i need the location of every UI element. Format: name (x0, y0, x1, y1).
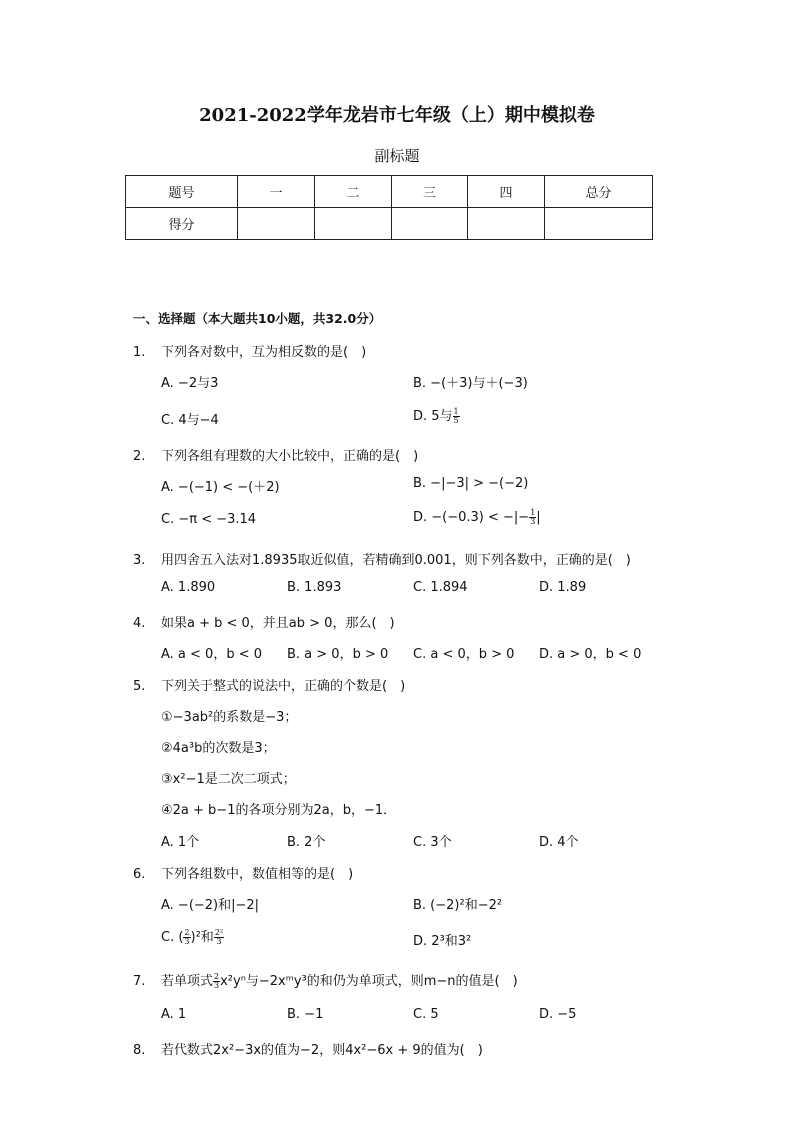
fraction (214, 929, 224, 946)
section-heading: 一、选择题（本大题共10小题，共32.0分） (133, 311, 382, 326)
option-b[interactable]: B. −(＋3)与＋(−3) (413, 376, 528, 391)
denominator: 5 (453, 416, 459, 425)
numerator: 2 (214, 972, 220, 981)
option-b[interactable]: B. 1.893 (287, 580, 342, 595)
statement-item: ③x²−1是二次二项式； (161, 772, 296, 787)
option-b[interactable]: B. a > 0，b > 0 (287, 647, 389, 662)
option-c[interactable]: C. 5 (413, 1007, 439, 1022)
score-input-cell[interactable] (238, 208, 315, 240)
numerator: 1 (453, 407, 459, 416)
option-c[interactable]: C. a < 0，b > 0 (413, 647, 515, 662)
option-b[interactable]: B. 2个 (287, 835, 326, 850)
question-stem-rest: x²yⁿ与−2xᵐy³的和仍为单项式，则m−n的值是( ) (220, 974, 518, 989)
question-number: 4. (133, 616, 146, 631)
numerator: 2² (214, 928, 224, 937)
option-d[interactable]: D. a > 0，b < 0 (539, 647, 642, 662)
denominator: 3 (184, 937, 190, 946)
question-prefix: 若单项式 (161, 974, 214, 989)
score-input-cell[interactable] (468, 208, 545, 240)
option-a[interactable]: A. 1个 (161, 835, 200, 850)
question-stem: 如果a + b < 0，并且ab > 0，那么( ) (161, 616, 395, 631)
option-a[interactable]: A. a < 0，b < 0 (161, 647, 263, 662)
question-number: 1. (133, 345, 146, 360)
denominator: 3 (530, 517, 536, 526)
score-table (125, 175, 653, 240)
question-number: 3. (133, 553, 146, 568)
question-1 (133, 341, 366, 360)
option-text: D. 5与 (413, 409, 453, 424)
question-number: 5. (133, 679, 146, 694)
option-d[interactable]: D. 4个 (539, 835, 579, 850)
score-header-cell: 四 (468, 176, 545, 208)
option-d[interactable] (413, 405, 460, 425)
option-c[interactable]: C. ( $\frac{2}{3}$ )²和 $\frac{\text{2²}}{3}$ (161, 928, 224, 946)
score-header-cell: 题号 (126, 176, 238, 208)
score-table-header-row (126, 176, 653, 208)
option-d[interactable]: D. −5 (539, 1007, 577, 1022)
option-d[interactable]: D. −(−0.3) < −|− $\frac{1}{3}$ | (413, 508, 541, 526)
option-b[interactable]: B. (−2)²和−2² (413, 898, 503, 913)
question-2 (133, 445, 418, 464)
question-3 (133, 549, 631, 568)
page-title: 2021-2022学年龙岩市七年级（上）期中模拟卷 (199, 105, 595, 126)
option-d[interactable]: D. 1.89 (539, 580, 587, 595)
option-c[interactable]: C. 4与−4 (161, 413, 219, 428)
option-d[interactable]: D. 2³和3² (413, 934, 472, 949)
option-text: D. −(−0.3) < −|− (413, 510, 530, 525)
denominator: 3 (214, 981, 220, 990)
score-header-cell: 总分 (545, 176, 653, 208)
fraction (453, 408, 460, 425)
score-input-cell[interactable] (392, 208, 468, 240)
option-a[interactable]: A. 1.890 (161, 580, 216, 595)
question-number: 8. (133, 1043, 146, 1058)
question-number: 2. (133, 449, 146, 464)
question-6 (133, 863, 353, 882)
fraction (529, 509, 536, 526)
score-row-label: 得分 (126, 208, 238, 240)
question-stem: 下列各组有理数的大小比较中，正确的是( ) (161, 449, 419, 464)
option-c[interactable]: C. 1.894 (413, 580, 468, 595)
score-header-cell: 三 (392, 176, 468, 208)
score-input-cell[interactable] (545, 208, 653, 240)
denominator: 3 (216, 937, 222, 946)
option-a[interactable]: A. −(−2)和|−2| (161, 898, 260, 913)
score-header-cell: 二 (315, 176, 392, 208)
page-subtitle: 副标题 (374, 147, 420, 165)
question-stem: 下列各对数中，互为相反数的是( ) (161, 345, 367, 360)
question-number: 7. (133, 974, 146, 989)
score-table-score-row (126, 208, 653, 240)
numerator: 2 (184, 928, 190, 937)
question-number: 6. (133, 867, 146, 882)
question-stem: 下列各组数中，数值相等的是( ) (161, 867, 354, 882)
statement-item: ①−3ab²的系数是−3； (161, 710, 298, 725)
question-7 (133, 970, 518, 990)
option-c[interactable]: C. 3个 (413, 835, 452, 850)
fraction (183, 929, 190, 946)
statement-item: ④2a + b−1的各项分别为2a，b，−1． (161, 803, 397, 818)
score-header-cell: 一 (238, 176, 315, 208)
option-a[interactable]: A. 1 (161, 1007, 187, 1022)
numerator: 1 (530, 508, 536, 517)
question-4 (133, 612, 395, 631)
option-b[interactable]: B. −|−3| > −(−2) (413, 476, 529, 491)
question-stem: 用四舍五入法对1.8935取近似值，若精确到0.001，则下列各数中，正确的是( ) (161, 553, 631, 568)
statement-item: ②4a³b的次数是3； (161, 741, 276, 756)
option-c[interactable]: C. −π < −3.14 (161, 512, 257, 527)
score-input-cell[interactable] (315, 208, 392, 240)
option-b[interactable]: B. −1 (287, 1007, 324, 1022)
question-8 (133, 1039, 483, 1058)
option-a[interactable]: A. −2与3 (161, 376, 219, 391)
question-5 (133, 675, 405, 694)
question-stem: 若代数式2x²−3x的值为−2，则4x²−6x + 9的值为( ) (161, 1043, 483, 1058)
option-a[interactable]: A. −(−1) < −(＋2) (161, 480, 280, 495)
question-stem: 下列关于整式的说法中，正确的个数是( ) (161, 679, 406, 694)
